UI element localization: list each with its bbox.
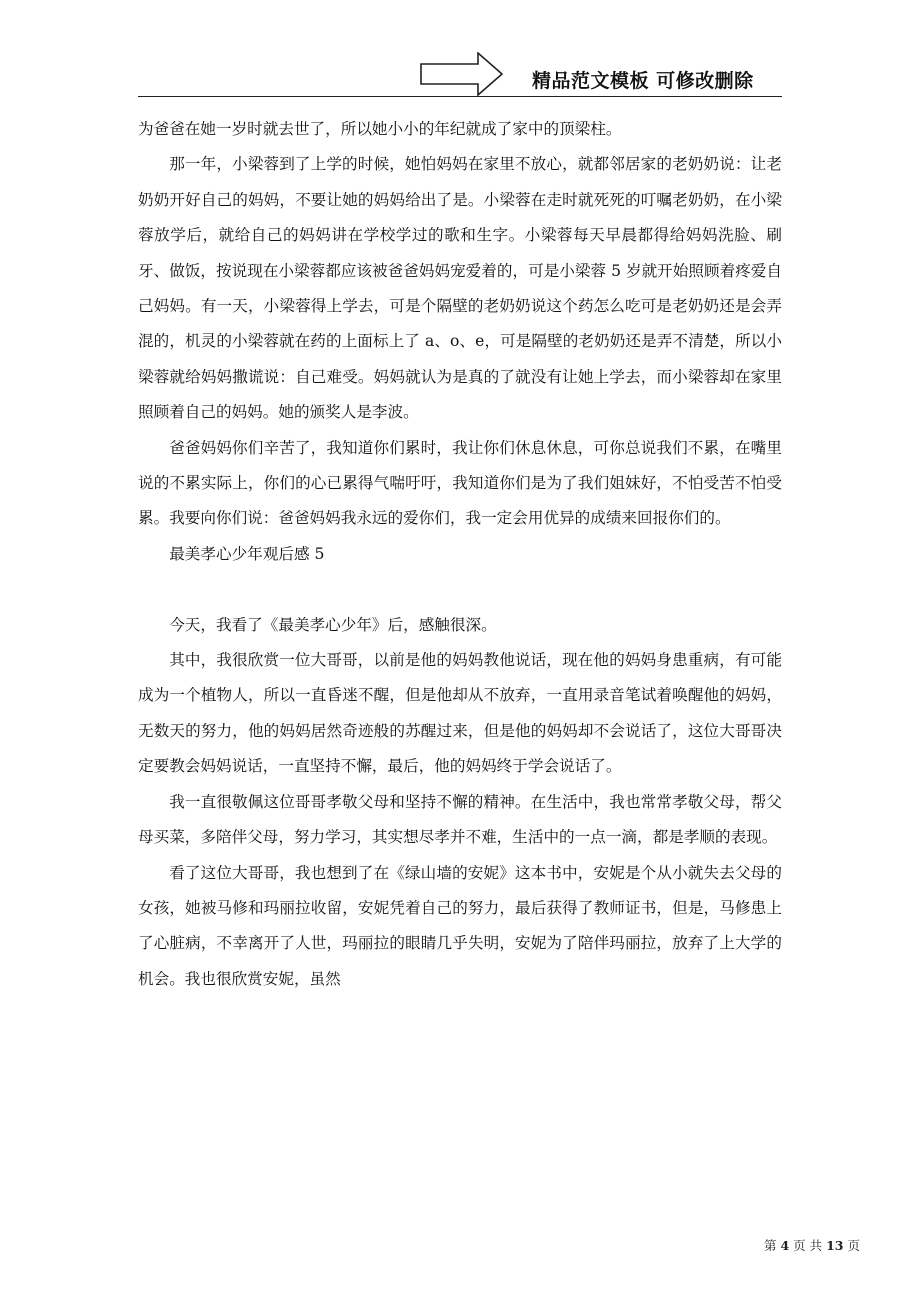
paragraph: 其中，我很欣赏一位大哥哥，以前是他的妈妈教他说话，现在他的妈妈身患重病，有可能成为一个植物人，所以一直昏迷不醒，但是他却从不放弃，一直用录音笔试着唤醒他的妈妈，无数天的努力，他的妈妈居然奇迹般的苏醒过来，但是他的妈妈却不会说话了，这位大哥哥决定要教会妈妈说话，一直坚持不懈，最后，他的妈妈终于学会说话了。	[138, 651, 782, 776]
paragraph-continued: 为爸爸在她一岁时就去世了，所以她小小的年纪就成了家中的顶梁柱。	[138, 120, 622, 138]
header-divider	[138, 96, 782, 97]
page-header	[138, 50, 782, 98]
footer-prefix: 第	[763, 1238, 777, 1253]
section-heading: 最美孝心少年观后感 5	[169, 544, 325, 563]
current-page-number: 4	[780, 1238, 790, 1253]
document-body	[138, 112, 782, 997]
paragraph: 爸爸妈妈你们辛苦了，我知道你们累时，我让你们休息休息，可你总说我们不累，在嘴里说的不累实际上，你们的心已累得气喘吁吁，我知道你们是为了我们姐妹好，不怕受苦不怕受累。我要向你们说：爸爸妈妈我永远的爱你们，我一定会用优异的成绩来回报你们的。	[138, 438, 782, 528]
paragraph: 那一年，小梁蓉到了上学的时候，她怕妈妈在家里不放心，就都邻居家的老奶奶说：让老奶奶开好自己的妈妈，不要让她的妈妈给出了是。小梁蓉在走时就死死的叮嘱老奶奶，在小梁蓉放学后，就给自己的妈妈讲在学校学过的歌和生字。小梁蓉每天早晨都得给妈妈洗脸、刷牙、做饭，按说现在小梁蓉都应该被爸爸妈妈宠爱着的，可是小梁蓉 5 岁就开始照顾着疼爱自己妈妈。有一天，小梁蓉得上学去，可是个隔壁的老奶奶说这个药怎么吃可是老奶奶还是会弄混的，机灵的小梁蓉就在药的上面标上了 a、o、e，可是隔壁的老奶奶还是弄不清楚，所以小梁蓉就给妈妈撒谎说：自己难受。妈妈就认为是真的了就没有让她上学去，而小梁蓉却在家里照顾着自己的妈妈。她的颁奖人是李波。	[138, 155, 782, 422]
page-footer	[700, 1236, 860, 1254]
header-title: 精品范文模板 可修改删除	[532, 70, 754, 92]
paragraph: 今天，我看了《最美孝心少年》后，感触很深。	[169, 615, 497, 634]
total-pages-number: 13	[826, 1238, 844, 1253]
footer-middle: 页 共	[793, 1238, 823, 1253]
paragraph: 我一直很敬佩这位哥哥孝敬父母和坚持不懈的精神。在生活中，我也常常孝敬父母，帮父母买菜，多陪伴父母，努力学习，其实想尽孝并不难，生活中的一点一滴，都是孝顺的表现。	[138, 792, 782, 847]
footer-suffix: 页	[847, 1238, 860, 1253]
paragraph: 看了这位大哥哥，我也想到了在《绿山墙的安妮》这本书中，安妮是个从小就失去父母的女孩，她被马修和玛丽拉收留，安妮凭着自己的努力，最后获得了教师证书，但是，马修患上了心脏病，不幸离开了人世，玛丽拉的眼睛几乎失明，安妮为了陪伴玛丽拉，放弃了上大学的机会。我也很欣赏安妮，虽然	[138, 863, 782, 988]
right-arrow-icon	[420, 52, 504, 96]
